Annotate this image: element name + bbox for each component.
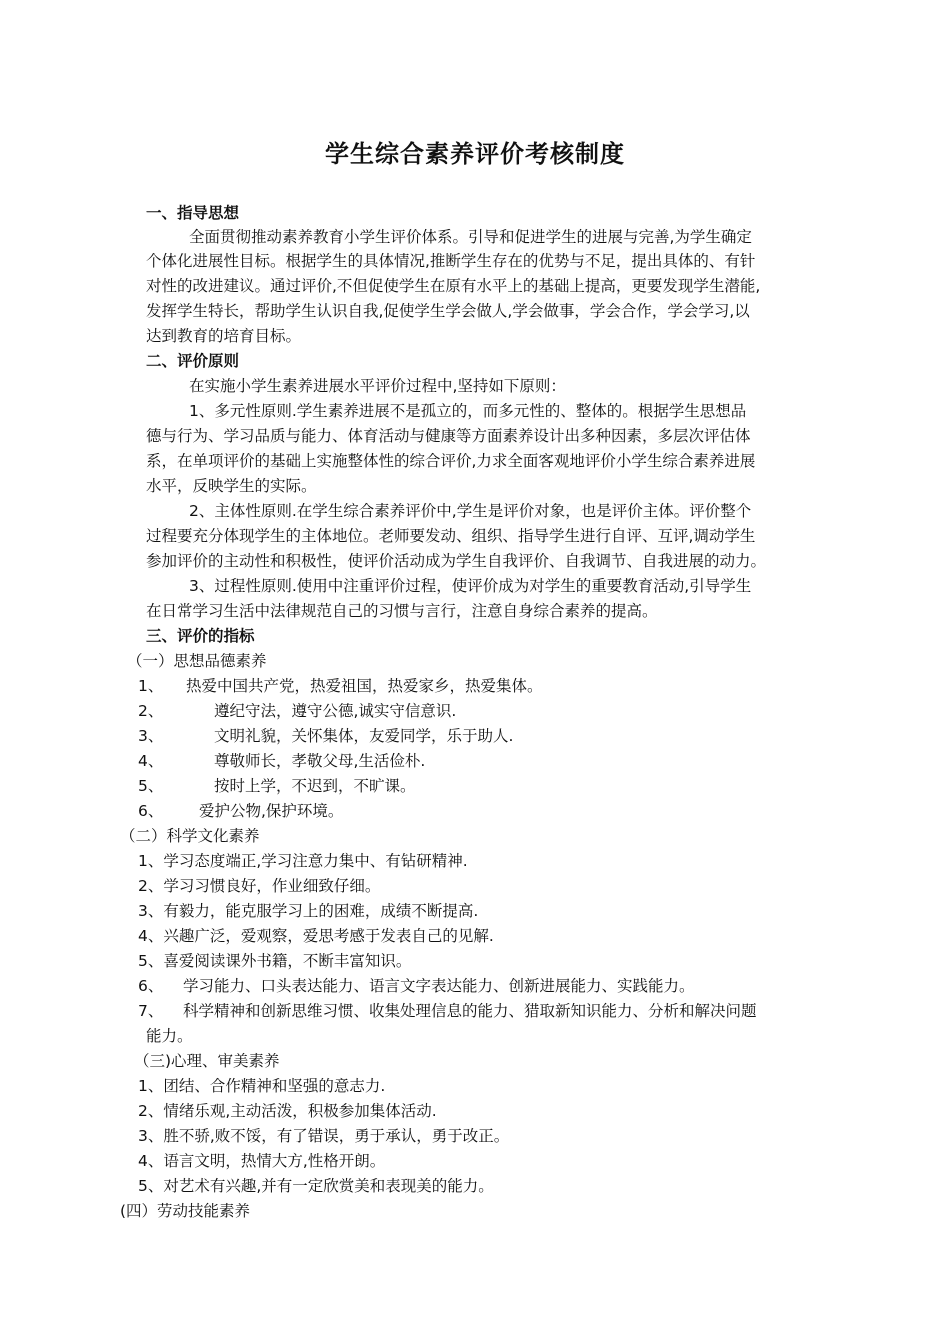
document-title: 学生综合素养评价考核制度: [325, 140, 625, 168]
list-item-text: 遵纪守法，遵守公德,诚实守信意识.: [214, 702, 457, 720]
section-heading-evaluation-indicators: 三、评价的指标: [146, 627, 255, 645]
list-item-number: 2、: [138, 702, 164, 720]
list-item: 5、对艺术有兴趣,并有一定欣赏美和表现美的能力。: [138, 1177, 494, 1195]
list-item-text: 爱护公物,保护环境。: [199, 802, 344, 820]
list-item: 2、学习习惯良好，作业细致仔细。: [138, 877, 381, 895]
paragraph-line: 德与行为、学习品质与能力、体育活动与健康等方面素养设计出多种因素，多层次评估体: [146, 427, 751, 445]
list-item-number: 6、: [138, 977, 164, 995]
list-item: 1、团结、合作精神和坚强的意志力.: [138, 1077, 386, 1095]
list-item-continuation: 能力。: [146, 1027, 193, 1045]
paragraph-line: 个体化进展性目标。根据学生的具体情况,推断学生存在的优势与不足，提出具体的、有针: [146, 252, 756, 270]
paragraph-line: 对性的改进建议。通过评价,不但促使学生在原有水平上的基础上提高，更要发现学生潜能,: [146, 277, 761, 295]
paragraph-line: 水平，反映学生的实际。: [146, 477, 317, 495]
list-item-text: 学习能力、口头表达能力、语言文字表达能力、创新进展能力、实践能力。: [183, 977, 695, 995]
paragraph-line: 发挥学生特长，帮助学生认识自我,促使学生学会做人,学会做事，学会合作，学会学习,以: [146, 302, 750, 320]
subsection-heading-science: （二）科学文化素养: [120, 827, 260, 845]
list-item: 4、兴趣广泛，爱观察，爱思考感于发表自己的见解.: [138, 927, 494, 945]
paragraph-line: 参加评价的主动性和积极性，使评价活动成为学生自我评价、自我调节、自我进展的动力。: [146, 552, 767, 570]
paragraph-line: 3、过程性原则.使用中注重评价过程，使评价成为对学生的重要教育活动,引导学生: [189, 577, 752, 595]
list-item-number: 7、: [138, 1002, 164, 1020]
list-item-text: 文明礼貌，关怀集体，友爱同学，乐于助人.: [214, 727, 514, 745]
subsection-heading-psychology-aesthetics: （三)心理、审美素养: [134, 1052, 280, 1070]
section-heading-guiding-ideology: 一、指导思想: [146, 204, 240, 222]
list-item-number: 5、: [138, 777, 164, 795]
list-item: 5、喜爱阅读课外书籍，不断丰富知识。: [138, 952, 412, 970]
list-item-number: 3、: [138, 727, 164, 745]
paragraph-line: 达到教育的培育目标。: [146, 327, 302, 345]
section-heading-evaluation-principles: 二、评价原则: [146, 352, 240, 370]
list-item-number: 4、: [138, 752, 164, 770]
paragraph-line: 过程要充分体现学生的主体地位。老师要发动、组织、指导学生进行自评、互评,调动学生: [146, 527, 756, 545]
paragraph-line: 1、多元性原则.学生素养进展不是孤立的，而多元性的、整体的。根据学生思想品: [189, 402, 747, 420]
paragraph-line: 全面贯彻推动素养教育小学生评价体系。引导和促进学生的进展与完善,为学生确定: [189, 228, 752, 246]
subsection-heading-labor-skills: (四）劳动技能素养: [120, 1202, 251, 1220]
list-item: 2、情绪乐观,主动活泼，积极参加集体活动.: [138, 1102, 437, 1120]
list-item-text: 科学精神和创新思维习惯、收集处理信息的能力、猎取新知识能力、分析和解决问题: [183, 1002, 757, 1020]
list-item-number: 1、: [138, 677, 164, 695]
paragraph-line: 系，在单项评价的基础上实施整体性的综合评价,力求全面客观地评价小学生综合素养进展: [146, 452, 756, 470]
list-item: 3、胜不骄,败不馁，有了错误，勇于承认，勇于改正。: [138, 1127, 510, 1145]
subsection-heading-moral: （一）思想品德素养: [127, 652, 267, 670]
list-item-text: 热爱中国共产党，热爱祖国，热爱家乡，热爱集体。: [186, 677, 543, 695]
paragraph-line: 在实施小学生素养进展水平评价过程中,坚持如下原则：: [189, 377, 566, 395]
list-item: 4、语言文明，热情大方,性格开朗。: [138, 1152, 386, 1170]
list-item: 3、有毅力，能克服学习上的困难，成绩不断提高.: [138, 902, 479, 920]
list-item-number: 6、: [138, 802, 164, 820]
paragraph-line: 在日常学习生活中法律规范自己的习惯与言行，注意自身综合素养的提高。: [146, 602, 658, 620]
list-item-text: 尊敬师长，孝敬父母,生活俭朴.: [214, 752, 426, 770]
paragraph-line: 2、主体性原则.在学生综合素养评价中,学生是评价对象，也是评价主体。评价整个: [189, 502, 752, 520]
list-item-text: 按时上学，不迟到，不旷课。: [214, 777, 416, 795]
list-item: 1、学习态度端正,学习注意力集中、有钻研精神.: [138, 852, 468, 870]
